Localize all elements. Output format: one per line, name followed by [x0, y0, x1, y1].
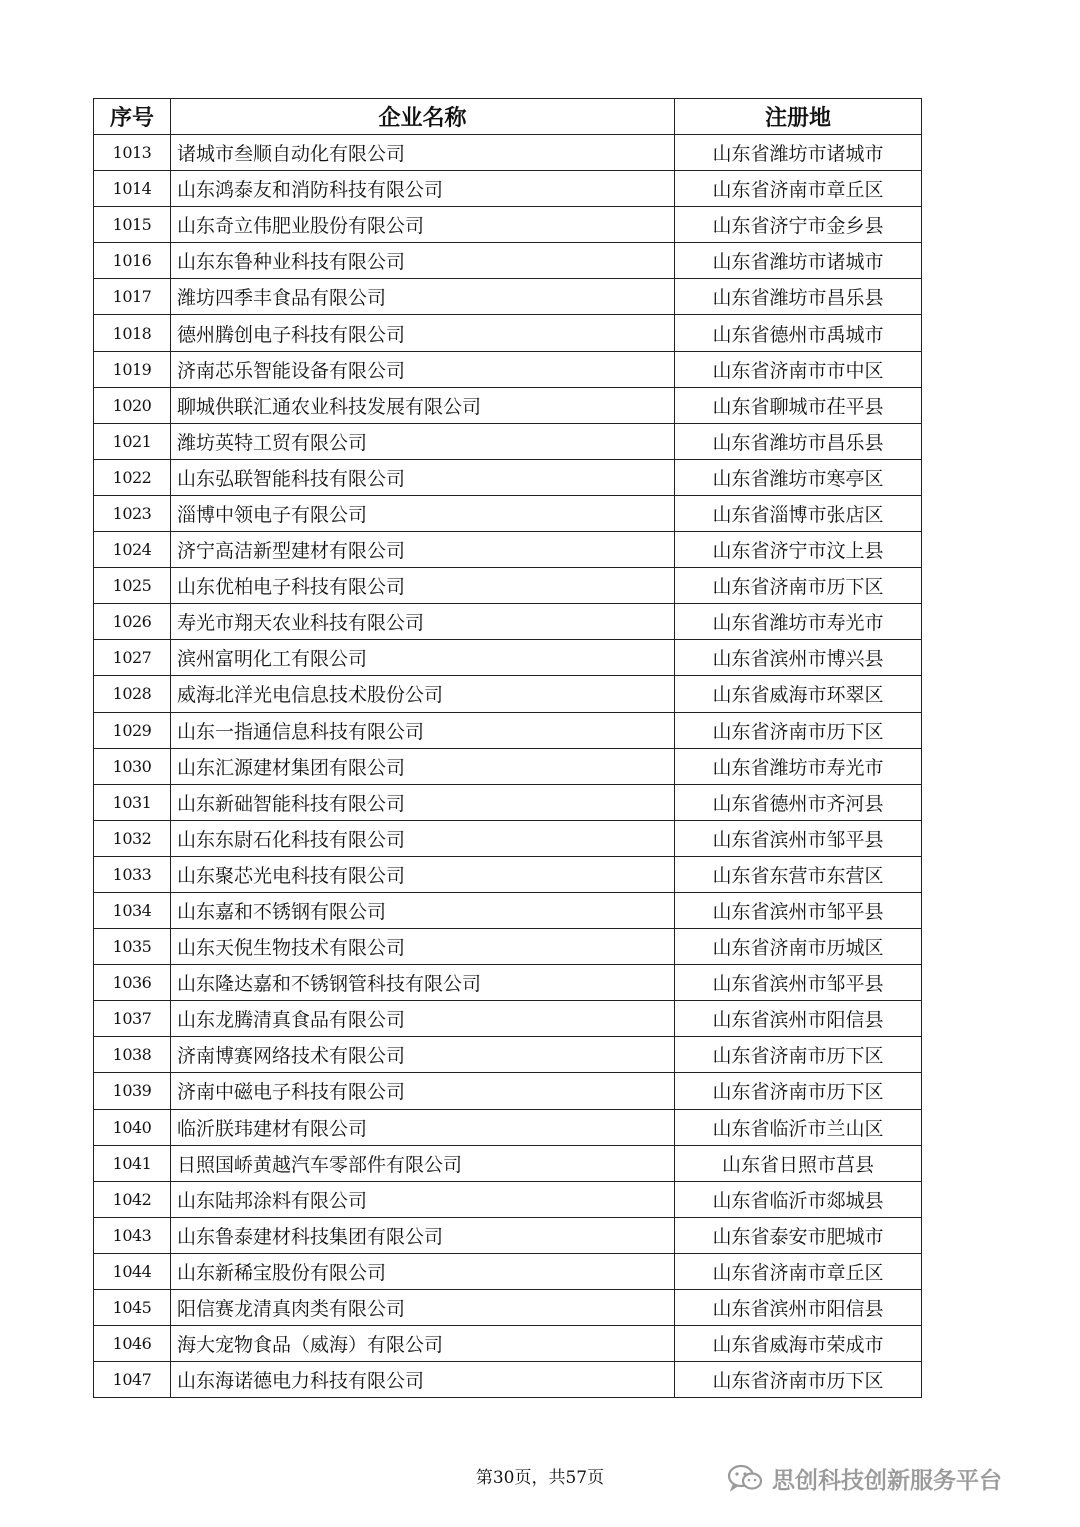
company-name: 山东隆达嘉和不锈钢管科技有限公司 [171, 965, 675, 1001]
table-row [94, 640, 922, 676]
registered-place: 山东省德州市禹城市 [675, 315, 922, 351]
row-index: 1015 [94, 207, 171, 243]
row-index: 1038 [94, 1037, 171, 1073]
table-row [94, 351, 922, 387]
registered-place: 山东省济南市历下区 [675, 712, 922, 748]
registered-place: 山东省潍坊市寒亭区 [675, 459, 922, 495]
table-row [94, 495, 922, 531]
company-name: 寿光市翔天农业科技有限公司 [171, 604, 675, 640]
company-name: 山东奇立伟肥业股份有限公司 [171, 207, 675, 243]
company-name: 山东新础智能科技有限公司 [171, 784, 675, 820]
company-name: 山东鸿泰友和消防科技有限公司 [171, 171, 675, 207]
company-name: 山东海诺德电力科技有限公司 [171, 1362, 675, 1398]
header-company-name: 企业名称 [171, 99, 675, 135]
row-index: 1036 [94, 965, 171, 1001]
company-name: 济宁高洁新型建材有限公司 [171, 532, 675, 568]
table-row [94, 423, 922, 459]
table-row [94, 532, 922, 568]
company-name: 山东汇源建材集团有限公司 [171, 748, 675, 784]
registered-place: 山东省泰安市肥城市 [675, 1217, 922, 1253]
row-index: 1016 [94, 243, 171, 279]
row-index: 1022 [94, 459, 171, 495]
registered-place: 山东省威海市环翠区 [675, 676, 922, 712]
row-index: 1027 [94, 640, 171, 676]
company-name: 山东新稀宝股份有限公司 [171, 1253, 675, 1289]
table-row [94, 1181, 922, 1217]
table-row [94, 1037, 922, 1073]
company-name: 济南芯乐智能设备有限公司 [171, 351, 675, 387]
table-row [94, 459, 922, 495]
table-row [94, 568, 922, 604]
registered-place: 山东省潍坊市昌乐县 [675, 423, 922, 459]
company-name: 济南博赛网络技术有限公司 [171, 1037, 675, 1073]
registered-place: 山东省潍坊市寿光市 [675, 604, 922, 640]
company-name: 山东陆邦涂料有限公司 [171, 1181, 675, 1217]
company-name: 潍坊英特工贸有限公司 [171, 423, 675, 459]
registered-place: 山东省日照市莒县 [675, 1145, 922, 1181]
row-index: 1040 [94, 1109, 171, 1145]
table-body [94, 135, 922, 1398]
row-index: 1034 [94, 892, 171, 928]
wechat-icon [726, 1463, 764, 1493]
registered-place: 山东省济南市历下区 [675, 1037, 922, 1073]
watermark-text: 思创科技创新服务平台 [772, 1467, 1002, 1494]
registered-place: 山东省聊城市茌平县 [675, 387, 922, 423]
row-index: 1046 [94, 1326, 171, 1362]
table-row [94, 135, 922, 171]
row-index: 1041 [94, 1145, 171, 1181]
table-row [94, 1001, 922, 1037]
registered-place: 山东省威海市荣成市 [675, 1326, 922, 1362]
table-row [94, 676, 922, 712]
table-row [94, 1217, 922, 1253]
row-index: 1029 [94, 712, 171, 748]
row-index: 1025 [94, 568, 171, 604]
table-row [94, 892, 922, 928]
table-row [94, 207, 922, 243]
header-index: 序号 [94, 99, 171, 135]
registered-place: 山东省济南市市中区 [675, 351, 922, 387]
registered-place: 山东省济南市历下区 [675, 1073, 922, 1109]
table-row [94, 315, 922, 351]
company-table [93, 98, 922, 1398]
registered-place: 山东省济宁市汶上县 [675, 532, 922, 568]
row-index: 1047 [94, 1362, 171, 1398]
company-name: 诸城市叁顺自动化有限公司 [171, 135, 675, 171]
row-index: 1019 [94, 351, 171, 387]
registered-place: 山东省潍坊市寿光市 [675, 748, 922, 784]
registered-place: 山东省滨州市邹平县 [675, 892, 922, 928]
registered-place: 山东省潍坊市诸城市 [675, 135, 922, 171]
row-index: 1017 [94, 279, 171, 315]
row-index: 1026 [94, 604, 171, 640]
company-name: 临沂朕玮建材有限公司 [171, 1109, 675, 1145]
registered-place: 山东省济南市章丘区 [675, 171, 922, 207]
company-name: 德州腾创电子科技有限公司 [171, 315, 675, 351]
row-index: 1037 [94, 1001, 171, 1037]
table-row [94, 171, 922, 207]
company-name: 阳信赛龙清真肉类有限公司 [171, 1290, 675, 1326]
company-name: 山东一指通信息科技有限公司 [171, 712, 675, 748]
registered-place: 山东省临沂市郯城县 [675, 1181, 922, 1217]
registered-place: 山东省滨州市邹平县 [675, 965, 922, 1001]
registered-place: 山东省临沂市兰山区 [675, 1109, 922, 1145]
table-row [94, 243, 922, 279]
table-row [94, 1290, 922, 1326]
row-index: 1021 [94, 423, 171, 459]
company-name: 山东聚芯光电科技有限公司 [171, 856, 675, 892]
company-name: 威海北洋光电信息技术股份公司 [171, 676, 675, 712]
table-row [94, 1109, 922, 1145]
registered-place: 山东省滨州市邹平县 [675, 820, 922, 856]
table-row [94, 748, 922, 784]
table-row [94, 604, 922, 640]
row-index: 1030 [94, 748, 171, 784]
row-index: 1043 [94, 1217, 171, 1253]
registered-place: 山东省东营市东营区 [675, 856, 922, 892]
company-name: 淄博中领电子有限公司 [171, 495, 675, 531]
row-index: 1018 [94, 315, 171, 351]
company-name: 日照国峤黄越汽车零部件有限公司 [171, 1145, 675, 1181]
row-index: 1020 [94, 387, 171, 423]
registered-place: 山东省滨州市阳信县 [675, 1290, 922, 1326]
table-row [94, 387, 922, 423]
watermark [726, 1462, 1002, 1494]
company-name: 滨州富明化工有限公司 [171, 640, 675, 676]
table-row [94, 784, 922, 820]
company-name: 山东龙腾清真食品有限公司 [171, 1001, 675, 1037]
registered-place: 山东省潍坊市昌乐县 [675, 279, 922, 315]
company-name: 山东优柏电子科技有限公司 [171, 568, 675, 604]
registered-place: 山东省济南市历城区 [675, 929, 922, 965]
row-index: 1035 [94, 929, 171, 965]
registered-place: 山东省德州市齐河县 [675, 784, 922, 820]
company-name: 潍坊四季丰食品有限公司 [171, 279, 675, 315]
table-row [94, 965, 922, 1001]
table-row [94, 1362, 922, 1398]
company-name: 山东弘联智能科技有限公司 [171, 459, 675, 495]
row-index: 1044 [94, 1253, 171, 1289]
table-row [94, 1073, 922, 1109]
row-index: 1023 [94, 495, 171, 531]
header-registered-place: 注册地 [675, 99, 922, 135]
row-index: 1032 [94, 820, 171, 856]
table-row [94, 279, 922, 315]
registered-place: 山东省滨州市阳信县 [675, 1001, 922, 1037]
registered-place: 山东省淄博市张店区 [675, 495, 922, 531]
company-name: 聊城供联汇通农业科技发展有限公司 [171, 387, 675, 423]
table-header-row [94, 99, 922, 135]
registered-place: 山东省济南市历下区 [675, 1362, 922, 1398]
page-number: 第30页，共57页 [475, 1468, 605, 1488]
company-name: 山东嘉和不锈钢有限公司 [171, 892, 675, 928]
company-name: 山东鲁泰建材科技集团有限公司 [171, 1217, 675, 1253]
row-index: 1045 [94, 1290, 171, 1326]
row-index: 1024 [94, 532, 171, 568]
row-index: 1042 [94, 1181, 171, 1217]
company-name: 山东东尉石化科技有限公司 [171, 820, 675, 856]
row-index: 1033 [94, 856, 171, 892]
row-index: 1031 [94, 784, 171, 820]
table-row [94, 1253, 922, 1289]
company-name: 山东天倪生物技术有限公司 [171, 929, 675, 965]
table-row [94, 856, 922, 892]
registered-place: 山东省滨州市博兴县 [675, 640, 922, 676]
registered-place: 山东省潍坊市诸城市 [675, 243, 922, 279]
row-index: 1013 [94, 135, 171, 171]
company-name: 济南中磁电子科技有限公司 [171, 1073, 675, 1109]
row-index: 1014 [94, 171, 171, 207]
row-index: 1028 [94, 676, 171, 712]
table-row [94, 929, 922, 965]
table-row [94, 712, 922, 748]
table-row [94, 820, 922, 856]
row-index: 1039 [94, 1073, 171, 1109]
table-row [94, 1326, 922, 1362]
registered-place: 山东省济南市历下区 [675, 568, 922, 604]
company-name: 山东东鲁种业科技有限公司 [171, 243, 675, 279]
registered-place: 山东省济南市章丘区 [675, 1253, 922, 1289]
registered-place: 山东省济宁市金乡县 [675, 207, 922, 243]
table-row [94, 1145, 922, 1181]
company-name: 海大宠物食品（威海）有限公司 [171, 1326, 675, 1362]
